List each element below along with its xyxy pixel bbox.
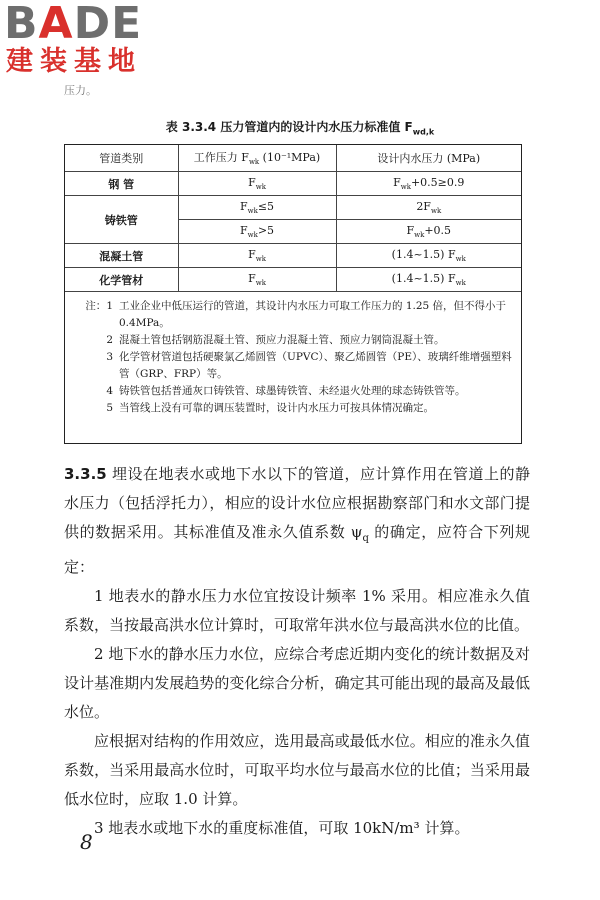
cell-category: 混凝土管 [65,244,178,268]
table-row [65,196,521,220]
top-text-fragment: 压力。 [64,84,97,97]
note-item: 2 混凝土管包括钢筋混凝土管、预应力混凝土管、预应力钢筒混凝土管。 [106,334,445,346]
cell-design: (1.4~1.5) $F_{wk}$ [336,244,521,268]
logo-wordmark: BADE [4,0,143,49]
cell-work: $F_{wk}$ [178,172,336,196]
cell-category: 铸铁管 [65,196,178,244]
paragraph: 3 地表水或地下水的重度标准值，可取 10kN/m³ 计算。 [94,819,470,837]
cell-work: $F_{wk}>5$ [178,220,336,244]
table-title: 表 3.3.4 压力管道内的设计内水压力标准值 $F_{wd,k}$ [165,120,435,137]
note-item: 3 化学管材管道包括硬聚氯乙烯圆管（UPVC）、聚乙烯圆管（PE）、玻璃纤维增强塑料管（GRP、FRP）等。 [106,351,512,380]
note-item: 4 铸铁管包括普通灰口铸铁管、球墨铸铁管、未经退火处理的球态铸铁管等。 [106,385,466,397]
logo-subtitle: 建装基地 [6,46,142,77]
cell-work: $F_{wk}$ [178,244,336,268]
table-notes [65,292,521,417]
table-header-row [65,145,521,172]
body-text [64,460,530,843]
logo [4,2,142,78]
section-number: 3.3.5 [64,465,107,483]
cell-work: $F_{wk}\le 5$ [178,196,336,220]
header-work-pressure: 工作压力 $F_{wk}$ (10⁻¹MPa) [178,145,336,172]
paragraph: 应根据对结构的作用效应，选用最高或最低水位。相应的准永久值系数，当采用最高水位时，可取平均水位与最高水位的比值；当采用最低水位时，应取 1.0 计算。 [64,732,530,808]
pressure-table [65,145,521,292]
header-category: 管道类别 [65,145,178,172]
cell-work: $F_{wk}$ [178,268,336,292]
header-design-pressure: 设计内水压力 (MPa) [336,145,521,172]
cell-design: (1.4~1.5) $F_{wk}$ [336,268,521,292]
paragraph: 2 地下水的静水压力水位，应综合考虑近期内变化的统计数据及对设计基准期内发展趋势的变化综合分析，确定其可能出现的最高及最低水位。 [64,645,530,721]
cell-category: 化学管材 [65,268,178,292]
cell-category: 钢 管 [65,172,178,196]
page-number: 8 [80,830,93,854]
cell-design: $F_{wk}+0.5$ [336,220,521,244]
table-row [65,172,521,196]
paragraph: 1 地表水的静水压力水位宜按设计频率 1% 采用。相应准永久值系数，当按最高洪水位计算时，可取常年洪水位与最高洪水位的比值。 [64,587,530,634]
table-frame [64,144,522,444]
cell-design: $F_{wk}+0.5\ge 0.9$ [336,172,521,196]
paragraph-3-3-5: 3.3.5 埋设在地表水或地下水以下的管道，应计算作用在管道上的静水压力（包括浮托力），相应的设计水位应根据勘察部门和水文部门提供的数据采用。其标准值及准永久值系数 $\psi_q$ 的确定，应符合下列规定： [64,465,530,576]
table-row [65,244,521,268]
note-item: 注：1 工业企业中低压运行的管道，其设计内水压力可取工作压力的 1.25 倍，但不得小于 0.4MPa。 [85,300,507,329]
cell-design: $2F_{wk}$ [336,196,521,220]
table-row [65,268,521,292]
note-item: 5 当管线上没有可靠的调压装置时，设计内水压力可按具体情况确定。 [106,402,434,414]
